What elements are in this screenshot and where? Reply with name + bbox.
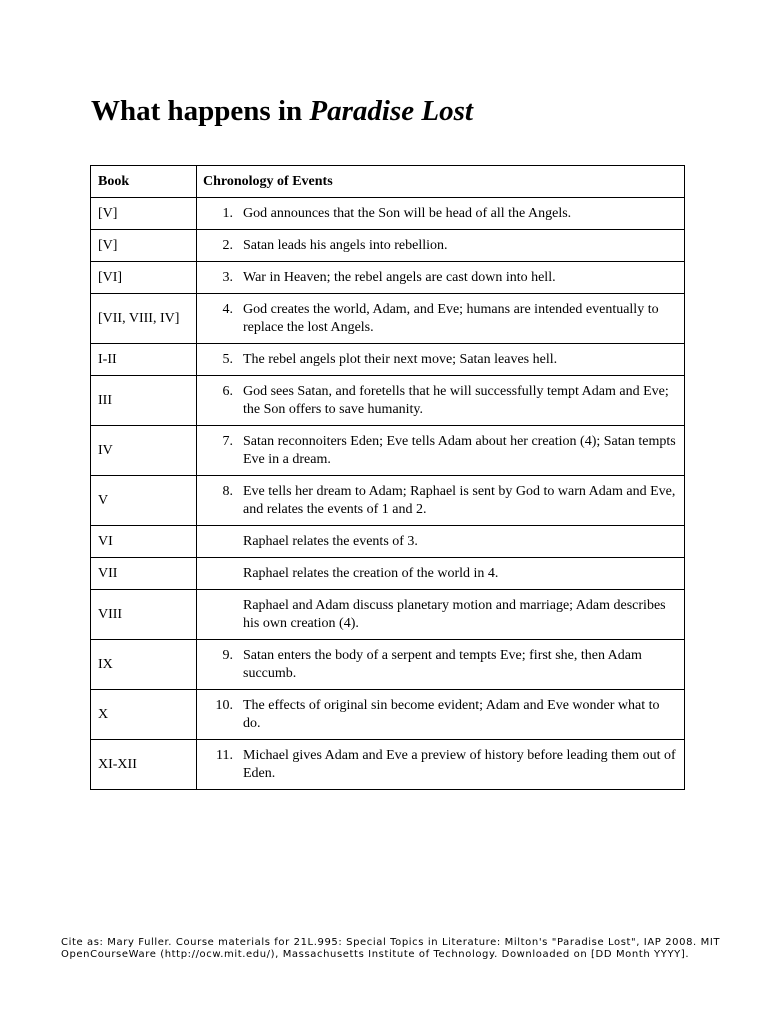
- event-cell: [197, 690, 685, 740]
- event-number: 3.: [222, 269, 233, 285]
- event-number: 8.: [222, 483, 233, 499]
- book-cell: [VII, VIII, IV]: [91, 294, 197, 344]
- event-cell: [197, 426, 685, 476]
- event-text: God announces that the Son will be head of all the Angels.: [243, 205, 572, 221]
- title-italic: Paradise Lost: [309, 95, 473, 127]
- event-number: 5.: [222, 351, 233, 367]
- event-text: Michael gives Adam and Eve a preview of history before leading them out of Eden.: [243, 747, 676, 781]
- event-text: War in Heaven; the rebel angels are cast down into hell.: [243, 269, 556, 285]
- event-entry: [203, 383, 684, 419]
- event-text: Raphael relates the creation of the world in 4.: [243, 565, 499, 581]
- table-row: [91, 426, 685, 476]
- event-text: Satan leads his angels into rebellion.: [243, 237, 448, 253]
- book-cell: X: [91, 690, 197, 740]
- event-text: God sees Satan, and foretells that he will successfully tempt Adam and Eve; the Son offers to save humanity.: [243, 383, 669, 417]
- event-entry: [203, 597, 684, 633]
- event-number: 9.: [222, 647, 233, 663]
- event-cell: [197, 262, 685, 294]
- event-number: 10.: [215, 697, 233, 713]
- event-cell: [197, 376, 685, 426]
- table-row: [91, 230, 685, 262]
- event-number: 2.: [222, 237, 233, 253]
- events-table: [90, 165, 685, 790]
- book-cell: XI-XII: [91, 740, 197, 790]
- event-entry: [203, 697, 684, 733]
- book-cell: [VI]: [91, 262, 197, 294]
- event-cell: [197, 294, 685, 344]
- event-entry: [203, 301, 684, 337]
- event-cell: [197, 640, 685, 690]
- table-row: [91, 476, 685, 526]
- header-book: Book: [91, 166, 197, 198]
- table-row: [91, 740, 685, 790]
- event-text: Raphael and Adam discuss planetary motion and marriage; Adam describes his own creation (4).: [243, 597, 666, 631]
- table-row: [91, 376, 685, 426]
- table-row: [91, 526, 685, 558]
- event-text: The rebel angels plot their next move; Satan leaves hell.: [243, 351, 558, 367]
- book-cell: IV: [91, 426, 197, 476]
- event-cell: [197, 198, 685, 230]
- book-cell: VI: [91, 526, 197, 558]
- table-row: [91, 294, 685, 344]
- event-number: 4.: [222, 301, 233, 317]
- event-cell: [197, 558, 685, 590]
- event-cell: [197, 344, 685, 376]
- table-row: [91, 690, 685, 740]
- table-row: [91, 344, 685, 376]
- event-cell: [197, 526, 685, 558]
- table-body: [91, 198, 685, 790]
- event-text: The effects of original sin become evident; Adam and Eve wonder what to do.: [243, 697, 660, 731]
- table-row: [91, 590, 685, 640]
- book-cell: III: [91, 376, 197, 426]
- event-cell: [197, 230, 685, 262]
- book-cell: VII: [91, 558, 197, 590]
- table-row: [91, 262, 685, 294]
- table-row: [91, 640, 685, 690]
- book-cell: IX: [91, 640, 197, 690]
- event-entry: [203, 269, 684, 287]
- event-cell: [197, 476, 685, 526]
- event-number: 6.: [222, 383, 233, 399]
- event-entry: [203, 747, 684, 783]
- page-title: [91, 92, 473, 130]
- event-text: Satan reconnoiters Eden; Eve tells Adam about her creation (4); Satan tempts Eve in a dream.: [243, 433, 676, 467]
- table-row: [91, 198, 685, 230]
- table-row: [91, 558, 685, 590]
- event-number: 11.: [216, 747, 233, 763]
- event-number: 7.: [222, 433, 233, 449]
- event-entry: [203, 533, 684, 551]
- book-cell: [V]: [91, 198, 197, 230]
- header-chronology: Chronology of Events: [197, 166, 685, 198]
- event-entry: [203, 647, 684, 683]
- book-cell: V: [91, 476, 197, 526]
- citation: Cite as: Mary Fuller. Course materials for 21L.995: Special Topics in Literature: Milton's "Paradise Lost", IAP 2008. MIT OpenCourseWare (http://ocw.mit.edu/), Massachusetts Institute of Technology. Downloaded on [DD Month YYYY].: [61, 937, 721, 960]
- book-cell: [V]: [91, 230, 197, 262]
- event-text: Satan enters the body of a serpent and tempts Eve; first she, then Adam succumb.: [243, 647, 642, 681]
- event-text: God creates the world, Adam, and Eve; humans are intended eventually to replace the lost Angels.: [243, 301, 659, 335]
- event-entry: [203, 237, 684, 255]
- table-header-row: [91, 166, 685, 198]
- event-text: Raphael relates the events of 3.: [243, 533, 418, 549]
- event-entry: [203, 351, 684, 369]
- book-cell: VIII: [91, 590, 197, 640]
- event-entry: [203, 483, 684, 519]
- title-plain: What happens in: [91, 95, 310, 127]
- event-entry: [203, 565, 684, 583]
- event-text: Eve tells her dream to Adam; Raphael is sent by God to warn Adam and Eve, and relates the events of 1 and 2.: [243, 483, 676, 517]
- event-cell: [197, 740, 685, 790]
- event-number: 1.: [222, 205, 233, 221]
- event-cell: [197, 590, 685, 640]
- event-entry: [203, 433, 684, 469]
- book-cell: I-II: [91, 344, 197, 376]
- event-entry: [203, 205, 684, 223]
